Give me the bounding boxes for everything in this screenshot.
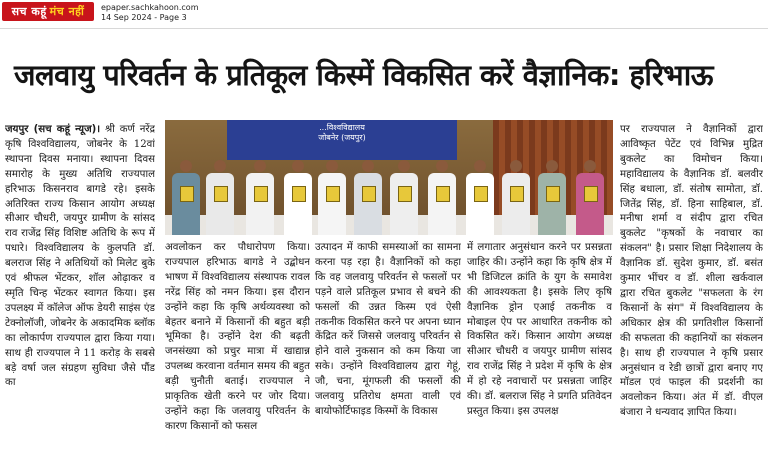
photo-person <box>465 160 495 235</box>
photo-backdrop-text: ...विश्वविद्यालय जोबनेर (जयपुर) <box>318 123 366 142</box>
photo-person <box>171 160 201 235</box>
article-column-4: में लगातार अनुसंधान करने पर प्रसन्नता जाहिर की। उन्होंने कहा कि कृषि क्षेत्र में भी डिजिटल क्रांति के युग के समावेश की आवश्यकता है। इसके लिए कृषि वैज्ञानिक ड्रोन एआई तकनीक व मोबाइल ऐप पर आधारित तकनीक को विकसित करें। किसान आयोग अध्यक्ष सीआर चौधरी व जयपुर ग्रामीण सांसद राव राजेंद्र सिंह ने प्रदेश में कृषि के क्षेत्र में हो रहे नवाचारों पर प्रसन्नता जाहिर की। डॉ. बलराज सिंह ने प्रगति प्रतिवेदन प्रस्तुत किया। इस उपलक्ष <box>467 242 612 417</box>
edition-info <box>101 3 199 23</box>
photo-person <box>389 160 419 235</box>
photo-person <box>427 160 457 235</box>
masthead-divider <box>0 28 768 29</box>
photo-person <box>245 160 275 235</box>
masthead <box>0 0 768 24</box>
photo-person <box>317 160 347 235</box>
photo-person <box>283 160 313 235</box>
photo-person <box>537 160 567 235</box>
page-info: 14 Sep 2024 - Page 3 <box>101 13 187 22</box>
newspaper-logo[interactable] <box>2 2 94 21</box>
photo-person <box>575 160 605 235</box>
article-column-5: पर राज्यपाल ने वैज्ञानिकों द्वारा आविष्कृत पेटेंट एवं विभिन्न मुद्रित बुकलेट का विमोचन किया। महाविद्यालय के वैज्ञानिक डॉ. बलवीर सिंह बधाला, डॉ. संतोष सामोता, डॉ. जितेंद्र सिंह, डॉ. हिना साहिबाल, डॉ. मनीषा शर्मा व संदीप द्वारा रचित बुकलेट "कृषकों के नवाचार का संकलन" है। प्रसार शिक्षा निदेशालय के वैज्ञानिक डॉ. सुदेश कुमार, डॉ. बसंत कुमार भींचर व डॉ. शीला खर्कवाल द्वारा रचित बुकलेट "सफलता के रंग किसानों के संग" में विश्वविद्यालय के अधिकार क्षेत्र की प्रगतिशील किसानों की सफलता की कहानियों का संकलन है। साथ ही राज्यपाल ने कृषि प्रसार अनुसंधान व रेडी छात्रों द्वारा बनाए गए मॉडल एवं फाइल की प्रदर्शनी का अवलोकन किया। अंत में डॉ. वीएल बंजारा ने धन्यवाद ज्ञापित किया। <box>620 124 763 419</box>
article-column-2: अवलोकन कर पौधारोपण किया। राज्यपाल हरिभाऊ बागडे ने उद्बोधन भाषण में विश्वविद्यालय संस्थापक रावल नरेंद्र सिंह को नमन किया। इस दौरान उन्होंने कहा कि कृषि अर्थव्यवस्था को बेहतर बनाने में किसानों की बहुत बड़ी भूमिका है। उन्होंने देश की बढ़ती जनसंख्या को प्रचुर मात्रा में खाद्यान्न उपलब्ध करवाना वर्तमान समय की बहुत बड़ी चुनौती बताई। राज्यपाल ने प्राकृतिक खेती करने पर जोर दिया। उन्होंने कहा कि जलवायु परिवर्तन के कारण किसानों को फसल <box>165 242 310 432</box>
dateline: जयपुर (सच कहूं न्यूज)। <box>5 124 101 135</box>
event-photo <box>165 120 613 235</box>
article-column-1 <box>5 123 155 469</box>
article-column-3: उत्पादन में काफी समस्याओं का सामना करना पड़ रहा है। वैज्ञानिकों को कहा कि वह जलवायु परिवर्तन से फसलों पर पड़ने वाले प्रतिकूल प्रभाव से बचने की फसलों की उन्नत किस्म एवं ऐसी तकनीक विकसित करने पर अपना ध्यान केंद्रित करें जिससे जलवायु परिवर्तन से होने वाले नुकसान को कम किया जा सके। उन्होंने विश्वविद्यालय द्वारा गेहूं, जौ, चना, मूंगफली की फसलों की जलवायु प्रतिरोध क्षमता वाली एवं बायोफोर्टिफाइड किस्मों के विकास <box>315 242 461 417</box>
column-1-body: श्री कर्ण नरेंद्र कृषि विश्वविद्यालय, जोबनेर के 12वां स्थापना दिवस मनाया। स्थापना दिवस समारोह के मुख्य अतिथि राज्यपाल हरिभाऊ किसनराव बागडे रहे। इसके अतिरिक्त राज्य किसान आयोग अध्यक्ष सीआर चौधरी, जयपुर ग्रामीण के सांसद राव राजेंद्र सिंह विशिष्ट अतिथि के रूप में पधारे। विश्वविद्यालय के कुलपति डॉ. बलराज सिंह ने अतिथियों को मिलेट बुके एवं श्रीफल भेंटकर, शॉल ओढ़ाकर व स्मृति चिन्ह भेंटकर स्वागत किया। इस उपलक्ष्य में कॉलेज ऑफ डेयरी साइंस एंड टेक्नोलॉजी, जोबनेर के अकादमिक ब्लॉक का लोकार्पण राज्यपाल द्वारा किया गया। साथ ही राज्यपाल ने 11 करोड़ के सबसे बड़े वर्षा जल संग्रहण सुविधा जैसे पौंड का <box>5 124 155 389</box>
logo-text: सच कहूं <box>11 5 47 18</box>
article-headline: जलवायु परिवर्तन के प्रतिकूल किस्में विकसित करें वैज्ञानिक: हरिभाऊ <box>14 58 713 92</box>
photo-person <box>205 160 235 235</box>
logo-slogan: मंच नहीं <box>49 5 85 18</box>
photo-person <box>501 160 531 235</box>
site-url[interactable]: epaper.sachkahoon.com <box>101 3 199 12</box>
photo-person <box>353 160 383 235</box>
